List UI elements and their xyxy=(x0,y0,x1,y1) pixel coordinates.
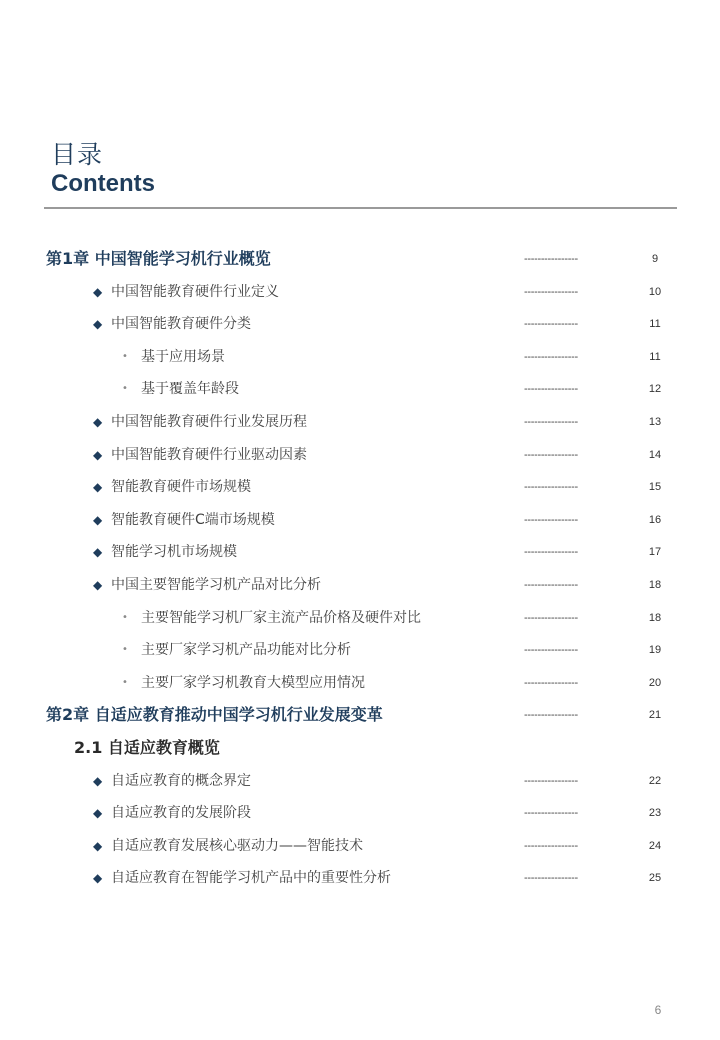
toc-entry-chapter[interactable] xyxy=(0,243,720,275)
toc-entry-title: 中国智能教育硬件行业定义 xyxy=(111,283,279,300)
toc-entry-item[interactable] xyxy=(0,765,720,797)
toc-entry-item[interactable] xyxy=(0,276,720,308)
toc-page-number: 9 xyxy=(651,253,659,265)
diamond-bullet-icon: ◆ xyxy=(93,545,103,560)
toc-leader-dashes: ---------------- xyxy=(524,318,578,331)
toc-page-number: 24 xyxy=(648,839,662,852)
toc-entry-item[interactable] xyxy=(0,439,720,471)
toc-entry-title: 中国主要智能学习机产品对比分析 xyxy=(111,577,321,593)
toc-leader-dashes: ---------------- xyxy=(524,676,578,689)
diamond-bullet-icon: ◆ xyxy=(93,480,103,495)
toc-page-number: 19 xyxy=(648,644,662,657)
toc-entry-title: 2.1 自适应教育概览 xyxy=(74,738,220,757)
title-divider xyxy=(44,207,677,209)
toc-entry-title: 基于覆盖年龄段 xyxy=(141,381,239,398)
diamond-bullet-icon: ◆ xyxy=(93,512,103,527)
toc-leader-dashes: ---------------- xyxy=(524,579,578,591)
dot-bullet-icon: • xyxy=(122,676,128,688)
toc-entry-sub[interactable] xyxy=(0,602,720,634)
toc-page-number: 20 xyxy=(648,676,662,689)
toc-leader-dashes: ---------------- xyxy=(524,839,578,852)
diamond-bullet-icon: ◆ xyxy=(93,415,103,429)
toc-page-number: 16 xyxy=(648,513,662,526)
diamond-bullet-icon: ◆ xyxy=(93,871,103,886)
toc-entry-title: 智能教育硬件市场规模 xyxy=(111,479,251,496)
toc-leader-dashes: ---------------- xyxy=(524,416,578,428)
toc-page-number: 21 xyxy=(648,709,662,722)
diamond-bullet-icon: ◆ xyxy=(93,773,103,788)
toc-entry-title: 主要厂家学习机教育大模型应用情况 xyxy=(141,674,365,691)
dot-bullet-icon: • xyxy=(122,350,128,362)
toc-entry-chapter[interactable] xyxy=(0,699,720,731)
toc-leader-dashes: ---------------- xyxy=(524,481,578,494)
toc-page-number: 11 xyxy=(649,350,661,363)
toc-leader-dashes: ---------------- xyxy=(524,350,578,363)
toc-entry-title: 自适应教育的发展阶段 xyxy=(111,805,251,822)
toc-page-number: 13 xyxy=(648,416,662,428)
toc-page-number: 18 xyxy=(648,611,662,624)
toc-leader-dashes: ---------------- xyxy=(524,709,578,722)
toc-entry-title: 中国智能教育硬件行业驱动因素 xyxy=(111,446,307,463)
toc-entry-title: 智能教育硬件C端市场规模 xyxy=(111,511,275,528)
toc-entry-item[interactable] xyxy=(0,569,720,601)
toc-entry-title: 中国智能教育硬件分类 xyxy=(111,316,251,333)
diamond-bullet-icon: ◆ xyxy=(93,447,103,462)
toc-entry-title: 主要智能学习机厂家主流产品价格及硬件对比 xyxy=(141,609,421,626)
toc-entry-title: 中国智能教育硬件行业发展历程 xyxy=(111,414,307,430)
toc-leader-dashes: ---------------- xyxy=(524,807,578,820)
toc-page-number: 18 xyxy=(648,579,662,591)
page-title-cn: 目录 xyxy=(51,140,104,169)
toc-entry-title: 第2章 自适应教育推动中国学习机行业发展变革 xyxy=(46,705,383,725)
toc-entry-item[interactable] xyxy=(0,504,720,536)
toc-entry-item[interactable] xyxy=(0,830,720,862)
toc-leader-dashes: ---------------- xyxy=(524,644,578,657)
toc-page-number: 10 xyxy=(648,285,662,298)
toc-entry-sub[interactable] xyxy=(0,667,720,699)
toc-page-number: 22 xyxy=(648,774,662,787)
toc-entry-title: 自适应教育在智能学习机产品中的重要性分析 xyxy=(111,870,391,887)
toc-page-number: 17 xyxy=(648,546,662,559)
toc-leader-dashes: ---------------- xyxy=(524,611,578,624)
toc-entry-title: 自适应教育的概念界定 xyxy=(111,772,251,789)
toc-page-number: 15 xyxy=(648,481,662,494)
toc-leader-dashes: ---------------- xyxy=(524,448,578,461)
dot-bullet-icon: • xyxy=(122,644,128,656)
toc-entry-title: 自适应教育发展核心驱动力——智能技术 xyxy=(111,837,363,854)
toc-entry-title: 智能学习机市场规模 xyxy=(111,544,237,561)
toc-entry-sub[interactable] xyxy=(0,341,720,373)
toc-leader-dashes: ---------------- xyxy=(524,383,578,396)
toc-page-number: 25 xyxy=(648,872,662,885)
toc-entry-item[interactable] xyxy=(0,536,720,568)
toc-entry-sub[interactable] xyxy=(0,634,720,666)
diamond-bullet-icon: ◆ xyxy=(93,838,103,853)
toc-entry-item[interactable] xyxy=(0,471,720,503)
diamond-bullet-icon: ◆ xyxy=(93,806,103,821)
dot-bullet-icon: • xyxy=(122,611,128,623)
toc-leader-dashes: ---------------- xyxy=(524,285,578,298)
toc-entry-item[interactable] xyxy=(0,797,720,829)
toc-leader-dashes: ---------------- xyxy=(524,513,578,526)
toc-page-number: 14 xyxy=(648,448,662,461)
toc-entry-section[interactable] xyxy=(0,732,720,764)
toc-page-number: 12 xyxy=(648,383,662,396)
toc-leader-dashes: ---------------- xyxy=(524,872,578,885)
toc-leader-dashes: ---------------- xyxy=(524,774,578,787)
diamond-bullet-icon: ◆ xyxy=(93,317,103,332)
dot-bullet-icon: • xyxy=(122,383,128,395)
toc-leader-dashes: ---------------- xyxy=(524,253,578,265)
toc-leader-dashes: ---------------- xyxy=(524,546,578,559)
page-number: 6 xyxy=(654,1003,662,1017)
diamond-bullet-icon: ◆ xyxy=(93,578,103,592)
toc-entry-title: 第1章 中国智能学习机行业概览 xyxy=(46,249,271,268)
toc-entry-item[interactable] xyxy=(0,308,720,340)
page-title-en: Contents xyxy=(51,170,155,197)
toc-entry-item[interactable] xyxy=(0,406,720,438)
toc-entry-item[interactable] xyxy=(0,862,720,894)
toc-entry-title: 基于应用场景 xyxy=(141,348,225,365)
diamond-bullet-icon: ◆ xyxy=(93,284,103,299)
toc-page-number: 23 xyxy=(648,807,662,820)
toc-page-number: 11 xyxy=(649,318,661,331)
toc-entry-sub[interactable] xyxy=(0,373,720,405)
toc-entry-title: 主要厂家学习机产品功能对比分析 xyxy=(141,642,351,659)
